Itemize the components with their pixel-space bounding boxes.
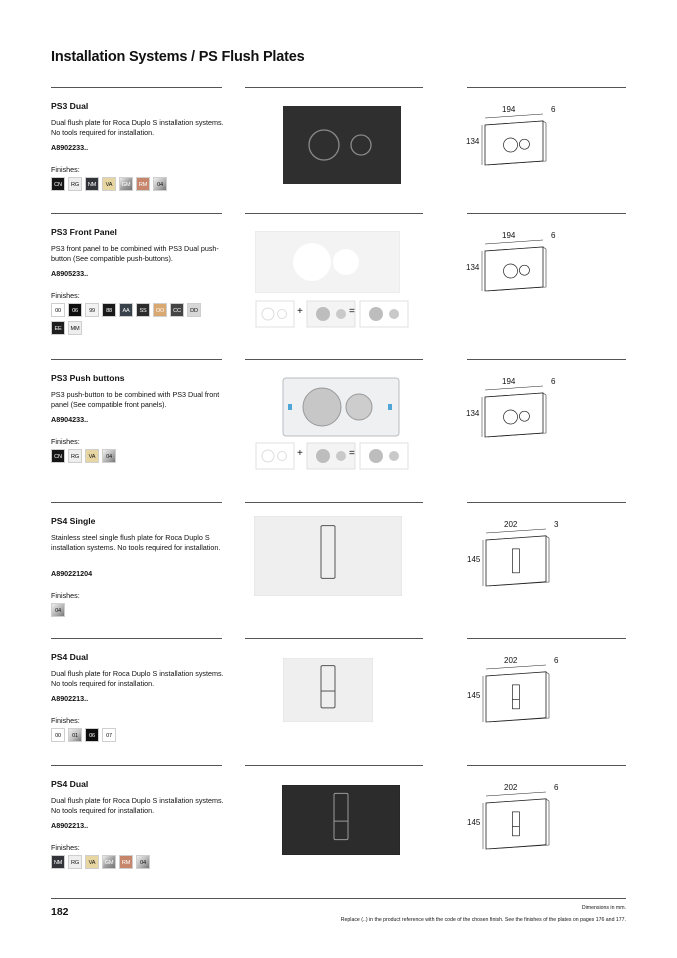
section-divider	[467, 213, 626, 214]
dimension-drawing	[467, 101, 577, 181]
section-divider	[245, 638, 423, 639]
section-divider	[245, 87, 423, 88]
section-divider	[51, 359, 222, 360]
product-reference: A890221204	[51, 568, 93, 578]
plate-outline	[485, 247, 543, 291]
finish-swatch[interactable]: 06	[85, 728, 99, 742]
finish-swatch[interactable]: RM	[136, 177, 150, 191]
depth-dimension: 6	[554, 656, 559, 665]
finish-swatch[interactable]: RG	[68, 855, 82, 869]
finish-swatch[interactable]: CN	[51, 449, 65, 463]
section-divider	[245, 359, 423, 360]
product-title: PS4 Dual	[51, 779, 89, 789]
finishes-label: Finishes:	[51, 291, 80, 301]
finish-swatch[interactable]: 99	[85, 303, 99, 317]
plate-shape	[283, 106, 401, 184]
dimension-drawing	[467, 779, 577, 859]
plate-outline	[486, 799, 546, 849]
plus-sign: +	[297, 306, 303, 317]
depth-dimension: 6	[554, 783, 559, 792]
depth-dimension: 6	[551, 377, 556, 386]
equals-sign: =	[349, 448, 355, 459]
dimension-drawing	[467, 373, 577, 453]
product-reference: A8904233..	[51, 415, 89, 425]
product-description: PS3 push-button to be combined with PS3 Dual front panel (See compatible front panels).	[51, 390, 220, 410]
push-button-thumb	[307, 301, 355, 327]
product-title: PS3 Push buttons	[51, 373, 125, 383]
product-reference: A8905233..	[51, 269, 89, 279]
product-section	[0, 213, 677, 343]
width-dimension: 202	[504, 520, 518, 529]
dimension-drawing	[467, 516, 577, 596]
plate-shape	[254, 516, 402, 596]
finish-swatch[interactable]: VA	[102, 177, 116, 191]
product-reference: A8902233..	[51, 143, 89, 153]
push-button-thumb	[307, 443, 355, 469]
small-button-shape	[346, 394, 372, 420]
product-title: PS4 Dual	[51, 652, 89, 662]
finish-swatch[interactable]: CC	[170, 303, 184, 317]
plus-sign: +	[297, 448, 303, 459]
width-dimension: 202	[504, 783, 518, 792]
product-title: PS4 Single	[51, 516, 96, 526]
plate-outline	[486, 536, 546, 586]
section-divider	[467, 87, 626, 88]
product-title: PS3 Front Panel	[51, 227, 117, 237]
section-divider	[51, 502, 222, 503]
finish-swatch[interactable]: VA	[85, 449, 99, 463]
height-dimension: 134	[466, 263, 480, 272]
width-dimension-line	[486, 792, 546, 796]
section-divider	[467, 765, 626, 766]
finish-swatch[interactable]: RG	[68, 449, 82, 463]
width-dimension-line	[486, 665, 546, 669]
finish-swatch[interactable]: 04	[136, 855, 150, 869]
depth-dimension: 3	[554, 520, 559, 529]
product-description: Dual flush plate for Roca Duplo S installation systems. No tools required for installation.	[51, 118, 224, 138]
width-dimension-line	[485, 114, 543, 118]
compatibility-diagram	[255, 441, 415, 473]
product-section	[0, 87, 677, 217]
width-dimension: 194	[502, 377, 516, 386]
depth-dimension: 6	[551, 231, 556, 240]
product-description: Stainless steel single flush plate for Roca Duplo S installation systems. No tools required for installation.	[51, 533, 221, 553]
page-number: 182	[51, 906, 69, 918]
finish-swatch[interactable]: MM	[68, 321, 82, 335]
section-divider	[51, 213, 222, 214]
finish-swatch[interactable]: 00	[51, 728, 65, 742]
finishes-label: Finishes:	[51, 716, 80, 726]
plate-shape	[282, 785, 400, 855]
page-title: Installation Systems / PS Flush Plates	[51, 49, 305, 65]
dimension-drawing	[467, 652, 577, 732]
width-dimension-line	[485, 240, 543, 244]
product-photo-ps4-single	[254, 516, 402, 596]
finish-swatch[interactable]: NM	[85, 177, 99, 191]
product-description: Dual flush plate for Roca Duplo S installation systems. No tools required for installation.	[51, 796, 224, 816]
finish-swatch[interactable]: GM	[102, 855, 116, 869]
combined-thumb	[360, 301, 408, 327]
finish-swatch[interactable]: 00	[51, 303, 65, 317]
finishes-label: Finishes:	[51, 437, 80, 447]
equals-sign: =	[349, 306, 355, 317]
finish-swatch[interactable]: RM	[119, 855, 133, 869]
section-divider	[51, 765, 222, 766]
plate-shape	[283, 658, 373, 722]
section-divider	[245, 213, 423, 214]
height-dimension: 134	[466, 137, 480, 146]
product-photo-ps3-dual	[282, 105, 402, 185]
height-dimension: 145	[467, 555, 481, 564]
dimensions-note: Dimensions in mm.	[581, 905, 626, 911]
product-reference: A8902213..	[51, 694, 89, 704]
finish-swatch[interactable]: 04	[102, 449, 116, 463]
big-hole-shape	[293, 243, 331, 281]
finish-swatch[interactable]: NM	[51, 855, 65, 869]
product-photo-ps3-push-buttons	[282, 377, 400, 437]
section-divider	[467, 359, 626, 360]
finish-swatch[interactable]: 04	[153, 177, 167, 191]
width-dimension-line	[486, 529, 546, 533]
product-section	[0, 359, 677, 489]
product-photo-ps4-dual-white	[283, 658, 373, 722]
finish-swatch[interactable]: 06	[68, 303, 82, 317]
finish-swatch[interactable]: GM	[119, 177, 133, 191]
section-divider	[51, 87, 222, 88]
finishes-label: Finishes:	[51, 843, 80, 853]
small-hole-shape	[333, 249, 359, 275]
height-dimension: 145	[467, 818, 481, 827]
width-dimension: 194	[502, 105, 516, 114]
plate-outline	[485, 121, 543, 165]
plate-outline	[485, 393, 543, 437]
product-photo-ps3-front-panel	[255, 231, 400, 293]
product-reference: A8902213..	[51, 821, 89, 831]
width-dimension: 194	[502, 231, 516, 240]
product-section	[0, 502, 677, 632]
product-section	[0, 765, 677, 895]
width-dimension: 202	[504, 656, 518, 665]
section-divider	[51, 638, 222, 639]
big-button-shape	[303, 388, 341, 426]
product-section	[0, 638, 677, 768]
compatibility-diagram	[255, 299, 415, 331]
depth-dimension: 6	[551, 105, 556, 114]
finishes-label: Finishes:	[51, 165, 80, 175]
product-photo-ps4-dual-dark	[282, 785, 400, 855]
height-dimension: 134	[466, 409, 480, 418]
finish-swatch[interactable]: OO	[153, 303, 167, 317]
product-description: PS3 front panel to be combined with PS3 Dual push-button (See compatible push-buttons).	[51, 244, 219, 264]
footer-note: Replace (..) in the product reference with the code of the chosen finish. See the finishes of the plates on pages 176 and 177.	[340, 917, 626, 923]
finish-swatch[interactable]: CN	[51, 177, 65, 191]
height-dimension: 145	[467, 691, 481, 700]
section-divider	[245, 502, 423, 503]
finish-swatch[interactable]: DD	[187, 303, 201, 317]
combined-thumb	[360, 443, 408, 469]
product-description: Dual flush plate for Roca Duplo S installation systems. No tools required for installation.	[51, 669, 224, 689]
finish-swatch[interactable]: 01	[68, 728, 82, 742]
footer-divider	[51, 898, 626, 899]
finish-swatch[interactable]: EE	[51, 321, 65, 335]
finish-swatch[interactable]: RG	[68, 177, 82, 191]
dimension-drawing	[467, 227, 577, 307]
finish-swatch[interactable]: 88	[102, 303, 116, 317]
section-divider	[467, 638, 626, 639]
finish-swatch[interactable]: 04	[51, 603, 65, 617]
section-divider	[467, 502, 626, 503]
width-dimension-line	[485, 386, 543, 390]
finish-swatch[interactable]: AA	[119, 303, 133, 317]
finishes-label: Finishes:	[51, 590, 80, 600]
finish-swatch[interactable]: SS	[136, 303, 150, 317]
product-title: PS3 Dual	[51, 101, 89, 111]
section-divider	[245, 765, 423, 766]
plate-outline	[486, 672, 546, 722]
finish-swatch[interactable]: 07	[102, 728, 116, 742]
finish-swatch[interactable]: VA	[85, 855, 99, 869]
